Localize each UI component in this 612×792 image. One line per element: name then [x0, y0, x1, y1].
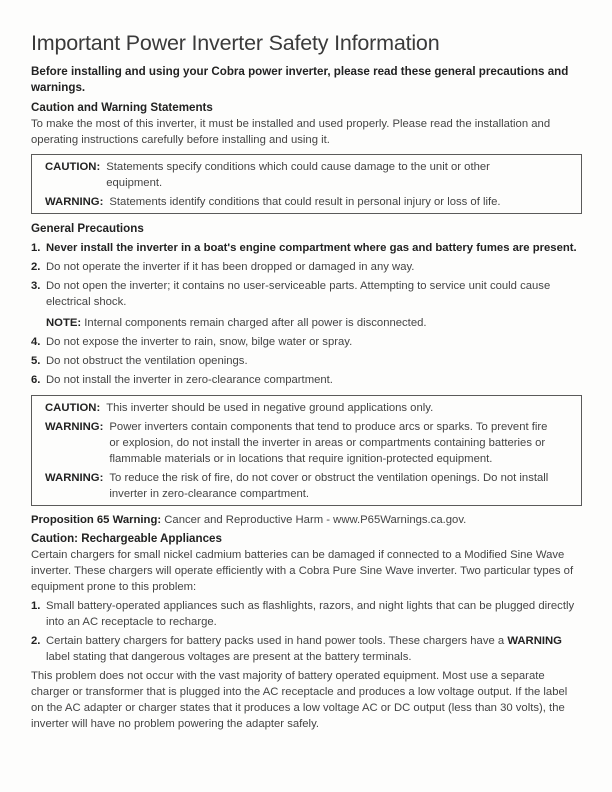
caution-definition: [32, 159, 581, 191]
list-item: 4. Do not expose the inverter to rain, snow, bilge water or spray.: [31, 336, 353, 348]
rechargeable-heading: Caution: Rechargeable Appliances: [31, 532, 222, 545]
warning-statement-text: Power inverters contain components that tend to produce arcs or sparks. To prevent fire or explosion, do not install the inverter in areas or compartments containing batteries or flammable materials or in locations that require ignition-protected equipment.: [109, 421, 548, 465]
proposition-65-warning: [31, 512, 582, 528]
proposition-65-label: Proposition 65 Warning:: [31, 514, 162, 526]
intro-lead: Before installing and using your Cobra power inverter, please read these general precautions and warnings.: [31, 65, 569, 94]
warning-statement: [32, 419, 581, 467]
list-item: 5. Do not obstruct the ventilation openings.: [31, 355, 248, 367]
note-label: NOTE:: [46, 317, 82, 329]
rechargeable-intro: Certain chargers for small nickel cadmium batteries can be damaged if connected to a Modified Sine Wave inverter. These chargers will operate efficiently with a Cobra Pure Sine Wave inverter. Two particular types of equipment prone to this problem:: [31, 549, 574, 593]
warning-statement-text: To reduce the risk of fire, do not cover or obstruct the ventilation openings. Do not install inverter in zero-clearance compartment.: [109, 472, 549, 500]
caution-label: CAUTION:: [45, 161, 101, 173]
proposition-65-text: Cancer and Reproductive Harm - www.P65Warnings.ca.gov.: [164, 514, 467, 526]
warning-definition-text: Statements identify conditions that could result in personal injury or loss of life.: [109, 196, 501, 208]
caution-definition-text: Statements specify conditions which could cause damage to the unit or other equipment.: [106, 161, 490, 189]
list-item: 3. Do not open the inverter; it contains no user-serviceable parts. Attempting to service unit could cause electrical shock.: [31, 280, 551, 308]
caution-statement-text: This inverter should be used in negative ground applications only.: [106, 402, 434, 414]
document-page: [31, 30, 582, 732]
page-title: Important Power Inverter Safety Information: [31, 31, 440, 55]
caution-warning-heading: Caution and Warning Statements: [31, 101, 213, 114]
warning-label: WARNING:: [45, 472, 104, 484]
general-precautions-heading: General Precautions: [31, 222, 144, 235]
warning-label: WARNING:: [45, 196, 104, 208]
warnings-box: [31, 395, 582, 506]
general-precautions-list: [31, 240, 582, 388]
list-item: 2. Do not operate the inverter if it has been dropped or damaged in any way.: [31, 261, 415, 273]
rechargeable-list: [31, 598, 582, 665]
note-text: Internal components remain charged after all power is disconnected.: [84, 317, 427, 329]
rechargeable-closing: This problem does not occur with the vast majority of battery operated equipment. Most use a separate charger or transformer that is plugged into the AC receptacle and produces a low voltage output. If the label on the AC adapter or charger states that it produces a low voltage AC or DC output (less than 30 volts), the inverter will have no problem powering the adapter safely.: [31, 670, 568, 730]
warning-definition: [32, 194, 581, 210]
warning-label: WARNING:: [45, 421, 104, 433]
list-item: 2. Certain battery chargers for battery packs used in hand power tools. These chargers have a WARNING label stating that dangerous voltages are present at the battery terminals.: [31, 635, 562, 663]
caution-label: CAUTION:: [45, 402, 101, 414]
warning-label: WARNING: [507, 635, 562, 647]
caution-warning-text: To make the most of this inverter, it must be installed and used properly. Please read the installation and operating instructions carefully before installing and using it.: [31, 118, 551, 146]
list-item: 1. Small battery-operated appliances such as flashlights, razors, and night lights that can be plugged directly into an AC receptacle to recharge.: [31, 600, 575, 628]
list-item: 6. Do not install the inverter in zero-clearance compartment.: [31, 374, 333, 386]
definitions-box: [31, 154, 582, 214]
caution-statement: [32, 400, 581, 416]
note: [31, 315, 582, 331]
list-item: 1. Never install the inverter in a boat's engine compartment where gas and battery fumes are present.: [31, 242, 577, 254]
warning-statement: [32, 470, 581, 502]
